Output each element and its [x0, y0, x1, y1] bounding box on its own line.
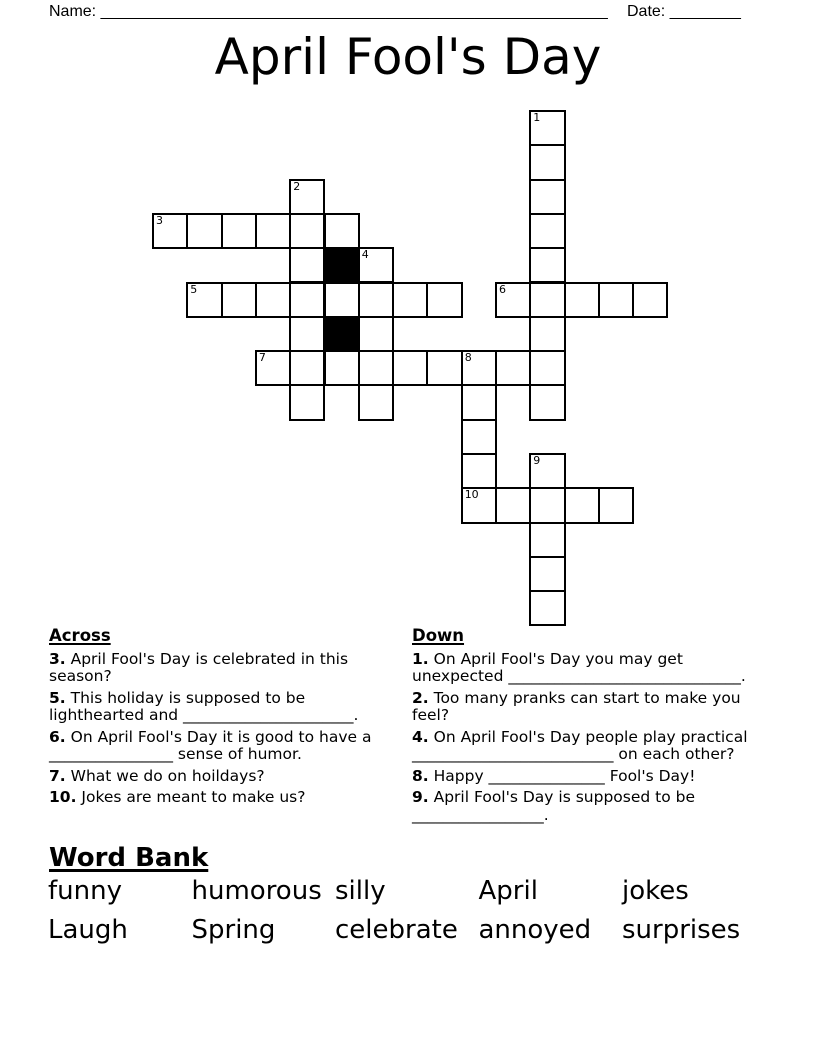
- grid-cell[interactable]: [564, 282, 600, 318]
- grid-cell[interactable]: [495, 487, 531, 523]
- black-cell: [324, 316, 360, 352]
- clue-number: 2.: [412, 688, 429, 707]
- clue-item: 1. On April Fool's Day you may get unexpected ______________________________.: [412, 649, 746, 685]
- down-heading: Down: [412, 626, 465, 645]
- word-bank-word: silly: [335, 876, 386, 906]
- name-blank-line[interactable]: _________________________________________________________: [100, 3, 608, 20]
- grid-cell[interactable]: [461, 384, 497, 420]
- across-clues-section: [49, 627, 389, 811]
- clue-item: 8. Happy _______________ Fool's Day!: [412, 766, 696, 785]
- grid-cell[interactable]: [358, 316, 394, 352]
- cell-number: 8: [464, 351, 472, 365]
- date-label: Date:: [627, 3, 666, 20]
- grid-cell[interactable]: [598, 282, 634, 318]
- grid-cell[interactable]: [152, 213, 188, 249]
- grid-cell[interactable]: [529, 384, 565, 420]
- clue-number: 4.: [412, 727, 429, 746]
- grid-cell[interactable]: [255, 213, 291, 249]
- grid-cell[interactable]: [426, 350, 462, 386]
- grid-cell[interactable]: [358, 282, 394, 318]
- clue-number: 1.: [412, 649, 429, 668]
- clue-item: 3. April Fool's Day is celebrated in this season?: [49, 649, 349, 685]
- grid-cell[interactable]: [289, 316, 325, 352]
- grid-cell[interactable]: [289, 384, 325, 420]
- clue-item: 5. This holiday is supposed to be lighthearted and ______________________.: [49, 688, 359, 724]
- cell-number: 3: [156, 213, 163, 227]
- grid-cell[interactable]: [529, 316, 565, 352]
- grid-cell[interactable]: [392, 282, 428, 318]
- name-label: Name:: [49, 3, 97, 20]
- word-bank-word: Spring: [191, 915, 276, 945]
- grid-cell[interactable]: [324, 350, 360, 386]
- word-bank-word: annoyed: [478, 915, 592, 945]
- word-bank-word: surprises: [622, 915, 741, 945]
- word-bank-heading: Word Bank: [49, 843, 209, 873]
- grid-cell[interactable]: [529, 179, 565, 215]
- cell-number: 6: [499, 282, 506, 296]
- grid-cell[interactable]: [461, 350, 497, 386]
- grid-cell[interactable]: [598, 487, 634, 523]
- clue-number: 7.: [49, 766, 66, 785]
- word-bank-word: humorous: [191, 876, 322, 906]
- clue-number: 3.: [49, 649, 66, 668]
- down-clue-list: [412, 651, 768, 825]
- clue-item: 6. On April Fool's Day it is good to have a ________________ sense of humor.: [49, 727, 372, 763]
- grid-cell[interactable]: [529, 556, 565, 592]
- grid-cell[interactable]: [221, 213, 257, 249]
- cell-number: 4: [361, 248, 369, 262]
- clue-number: 5.: [49, 688, 66, 707]
- grid-cell[interactable]: [358, 247, 394, 283]
- grid-cell[interactable]: [289, 282, 325, 318]
- grid-cell[interactable]: [529, 350, 565, 386]
- clue-item: 7. What we do on hoildays?: [49, 766, 265, 785]
- grid-cell[interactable]: [358, 384, 394, 420]
- clue-number: 10.: [49, 788, 77, 806]
- clue-item: 4. On April Fool's Day people play practical __________________________ on each other?: [412, 727, 748, 763]
- cell-number: 10: [464, 488, 479, 502]
- grid-cell[interactable]: [529, 144, 565, 180]
- word-bank-list: [48, 872, 766, 950]
- grid-cell[interactable]: [495, 350, 531, 386]
- black-cell: [324, 247, 360, 283]
- grid-cell[interactable]: [186, 282, 222, 318]
- grid-cell[interactable]: [529, 247, 565, 283]
- grid-cell[interactable]: [358, 350, 394, 386]
- grid-cell[interactable]: [529, 110, 565, 146]
- grid-cell[interactable]: [186, 213, 222, 249]
- grid-cell[interactable]: [529, 453, 565, 489]
- page-title: April Fool's Day: [214, 28, 602, 86]
- clue-number: 8.: [412, 766, 429, 785]
- grid-cell[interactable]: [324, 213, 360, 249]
- grid-cell[interactable]: [255, 282, 291, 318]
- grid-cell[interactable]: [426, 282, 462, 318]
- grid-cell[interactable]: [392, 350, 428, 386]
- clue-number: 9.: [412, 788, 429, 806]
- grid-cell[interactable]: [529, 522, 565, 558]
- cell-number: 1: [533, 111, 541, 124]
- cell-number: 5: [190, 282, 198, 296]
- word-bank-word: funny: [48, 876, 122, 906]
- word-bank-word: Laugh: [48, 915, 128, 945]
- across-clue-list: [49, 651, 389, 807]
- clue-item: 9. April Fool's Day is supposed to be _________________.: [412, 788, 696, 824]
- grid-cell[interactable]: [495, 282, 531, 318]
- grid-cell[interactable]: [529, 213, 565, 249]
- grid-cell[interactable]: [564, 487, 600, 523]
- date-blank-line[interactable]: ________: [669, 3, 741, 20]
- grid-cell[interactable]: [289, 247, 325, 283]
- name-field: [49, 2, 608, 22]
- cell-number: 2: [293, 179, 301, 193]
- clue-number: 6.: [49, 727, 66, 746]
- clue-item: 10. Jokes are meant to make us?: [49, 788, 306, 806]
- grid-cell[interactable]: [221, 282, 257, 318]
- grid-cell[interactable]: [632, 282, 668, 318]
- grid-cell[interactable]: [255, 350, 291, 386]
- down-clues-section: [412, 627, 768, 828]
- across-heading: Across: [49, 626, 111, 645]
- word-bank-word: celebrate: [335, 915, 458, 945]
- grid-cell[interactable]: [289, 350, 325, 386]
- grid-cell[interactable]: [289, 179, 325, 215]
- date-field: [627, 2, 741, 22]
- grid-cell[interactable]: [529, 282, 565, 318]
- grid-cell[interactable]: [461, 453, 497, 489]
- cell-number: 9: [533, 454, 541, 467]
- clue-item: 2. Too many pranks can start to make you feel?: [412, 688, 741, 724]
- grid-cell[interactable]: [324, 282, 360, 318]
- grid-cell[interactable]: [529, 487, 565, 523]
- word-bank-word: jokes: [622, 876, 689, 906]
- grid-cell[interactable]: [461, 419, 497, 455]
- word-bank-word: April: [478, 876, 538, 906]
- grid-cell[interactable]: [461, 487, 497, 523]
- cell-number: 7: [258, 351, 266, 365]
- grid-cell[interactable]: [289, 213, 325, 249]
- grid-cell[interactable]: [529, 590, 565, 626]
